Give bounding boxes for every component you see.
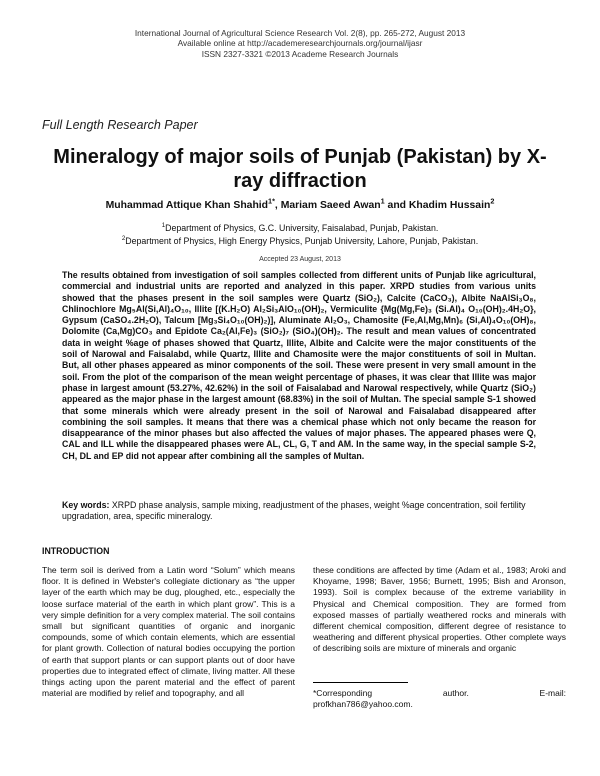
affiliation-mark: 1 xyxy=(161,222,166,230)
paper-title: Mineralogy of major soils of Punjab (Pakistan) by X-ray diffraction xyxy=(53,146,547,192)
affiliation-mark: 2 xyxy=(121,234,126,242)
affiliations xyxy=(40,222,560,248)
footnote-author: author. xyxy=(442,688,469,698)
keywords xyxy=(62,500,536,523)
journal-header xyxy=(0,28,600,59)
accepted-date: Accepted 23 August, 2013 xyxy=(259,256,341,263)
affiliation-text: Department of Physics, High Energy Physics, Punjab University, Lahore, Punjab, Pakistan. xyxy=(125,235,479,246)
footnote-email-label: E-mail: xyxy=(539,688,566,698)
author-affiliation-mark: 1 xyxy=(380,196,385,206)
corresponding-author-footnote xyxy=(313,688,566,710)
paper-type: Full Length Research Paper xyxy=(42,118,198,132)
journal-availability: Available online at http://academeresearchjournals.org/journal/ijasr xyxy=(177,38,423,49)
abstract: The results obtained from investigation of soil samples collected from different units of Punjab like agricultural, commercial and industrial units are reported and analyzed in this paper. XRPD studies from various units showed that the phases present in the soil samples were Quartz (SiO₂), Calcite (CaCO₃), Albite NaAlSi₃O₈, Chlinochlore Mg₅Al(Si,Al)₄O₁₀, Illite [(K.H₂O) Al₂Si₃AlO₁₀(OH)₂, Vermiculite {Mg(Mg,Fe)₃ (Si.Al)₄ O₁₀(OH)₂.4H₂O}, Gypsum (CaSO₄.2H₂O), Talcum [Mg₃Si₄O₁₀(OH)₂)], Aluminate Al₂O₃, Chamosite (Fe,Al,Mg,Mn)₆ (Si,Al)₄O₁₀(OH)₈, Dolomite (Ca,Mg)CO₃ and Epidote Ca₂(Al,Fe)₃ (SiO₂)₇ (SiO₄)(OH)₂. The result and mean values of concentrated data in weight %age of phases showed that Quartz, Illite, Albite and Calcite were the major constituents of the soil of Narowal and Faisalabd, while Quartz, Illite and Chamosite were the major constituents of soil in Multan. But, all other phases appeared as minor components of the soil. These were present in very small amount in the soil. From the plot of the comparison of the mean weight percentage of phases, it was clear that Illite was major phase in largest amount (53.27%, 42.62%) in the soil of Faisalabad and Narowal respectively, while Quartz (SiO₂) appeared as the major phase in the largest amount (68.83%) in the soil of Multan. The special sample S-1 showed that some minerals which were already present in the soil of Narowal and Faisalabad disappeared after combining the soil samples. It means that there was a chemical phase which not only became the reason for disappearance of the minor phases but also affected the values of major phases. The appeared phases were Q, CAL and ILL while the disappeared phases were AL, CL, G, T and AM. In the same way, in the special sample S-2, CH, DL and EP did not appear after combining all the samples of Multan. xyxy=(62,270,536,461)
footnote-email: profkhan786@yahoo.com. xyxy=(313,699,413,710)
affiliation-text: Department of Physics, G.C. University, Faisalabad, Punjab, Pakistan. xyxy=(165,223,439,233)
footnote-line xyxy=(313,688,566,699)
author-name: Khadim Hussain xyxy=(408,200,491,211)
footnote-divider xyxy=(313,682,408,683)
author-separator: , xyxy=(274,200,281,211)
author-affiliation-mark: 2 xyxy=(490,196,495,206)
affiliation xyxy=(40,235,560,248)
affiliation xyxy=(40,222,560,235)
section-heading-introduction: INTRODUCTION xyxy=(42,546,110,556)
body-column-right: these conditions are affected by time (Adam et al., 1983; Aroki and Khoyame, 1998; Baver, 1956; Burnett, 1995; Bish and Aronson, 1993). Soil is complex because of the extreme variability in Physical and Chemical composition. They are formed from exposed masses of partially weathered rocks and minerals with different chemical composition, different degree of resistance to weathering and different physical properties. Other complete ways of describing soils are mixture of minerals and organic xyxy=(313,565,566,654)
author-list xyxy=(40,196,560,211)
body-column-left: The term soil is derived from a Latin word “Solum” which means floor. It is defined in Webster's collegiate dictionary as “the upper layer of the earth which may be dug, ploughed, etc., especially the loose surface material of the earth in which plant grow”. This is a very simple definition for a very complex material. The soil contains small but significant quantities of organic and inorganic compounds, some of which contain elements, which are essential for plant growth. Collection of natural bodies occupying the portion of earth that support plants or can support plants out of door have properties due to integrated effect of climate, living matter. All these things acting upon the parent material and the effect of parent material are modified by relief and topography, and all xyxy=(42,565,295,699)
author-separator: and xyxy=(384,200,409,211)
keywords-text: XRPD phase analysis, sample mixing, readjustment of the phases, weight %age concentration, soil fertility upgradation, area, specific mineralogy. xyxy=(62,500,526,522)
journal-issn: ISSN 2327-3321 ©2013 Academe Research Journals xyxy=(201,48,399,59)
keywords-label: Key words: xyxy=(62,500,110,510)
footnote-corresponding: *Corresponding xyxy=(313,688,373,698)
journal-citation: International Journal of Agricultural Science Research Vol. 2(8), pp. 265-272, August 2013 xyxy=(134,28,466,38)
author-name: Mariam Saeed Awan xyxy=(280,200,381,211)
author-name: Muhammad Attique Khan Shahid xyxy=(105,200,269,211)
author-affiliation-mark: 1* xyxy=(268,196,275,206)
